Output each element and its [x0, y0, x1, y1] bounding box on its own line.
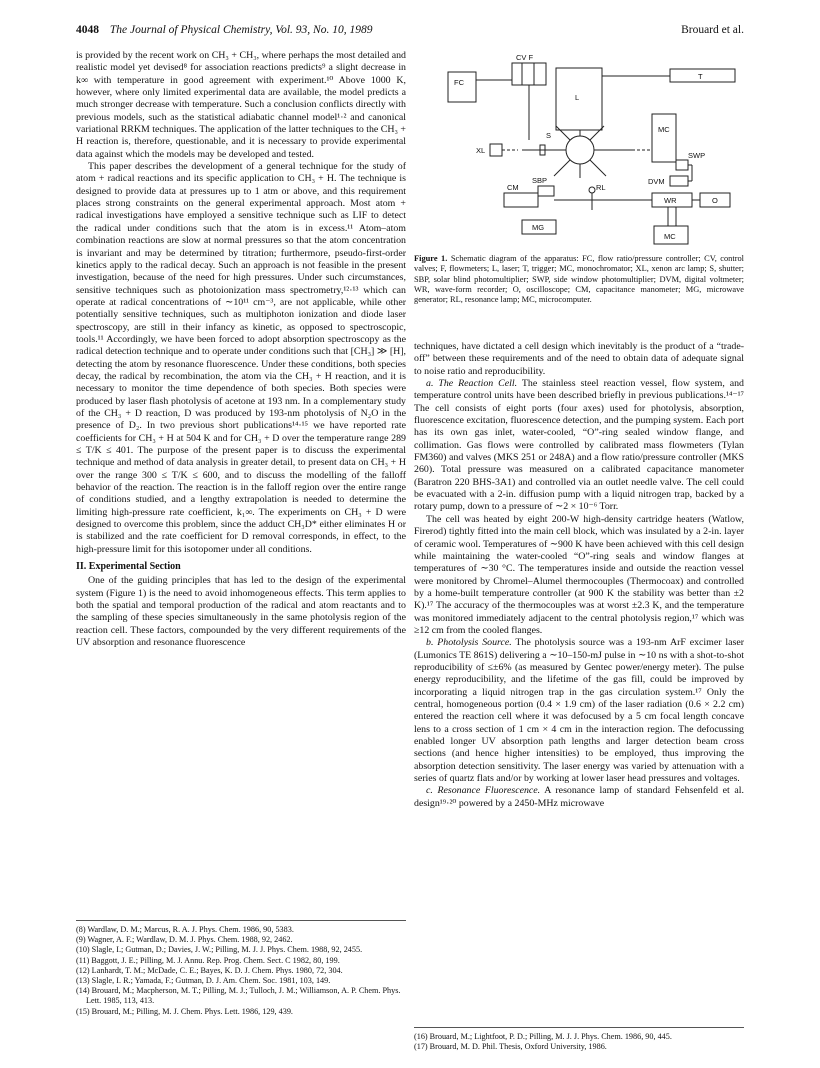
fc-label: FC [454, 78, 464, 87]
cv-f-box [512, 63, 546, 85]
body-paragraph: is provided by the recent work on CH₃ + CH₃, where perhaps the most detailed and realistic model yet devised⁸ for association reactions predicts⁹ a slight decrease in k∞ with temperature in good agreement with experiment.¹⁰ Above 1000 K, however, where only limited experimental data are available, the model predicts a much stronger decrease with temperature. Such a conclusion conflicts directly with previous models, such as the statistical adiabatic channel model¹·² and canonical variational RRKM techniques. The application of the latter techniques to the CH₃ + H reaction is, therefore, questionable, and it is necessary to provide experimental data against which the models may be developed and tested. [76, 50, 406, 160]
subsection-a-title: a. The Reaction Cell. [426, 378, 518, 390]
fc-box [448, 72, 476, 102]
laser-label: L [575, 93, 580, 102]
footnote: (17) Brouard, M. D. Phil. Thesis, Oxford University, 1986. [414, 1042, 607, 1052]
monochromator-label: MC [658, 125, 670, 134]
footnote: (13) Slagle, I. R.; Yamada, F.; Gutman, D. J. Am. Chem. Soc. 1981, 103, 149. [76, 976, 331, 986]
subsection-c-title: c. Resonance Fluorescence. [426, 785, 541, 797]
footnote: (16) Brouard, M.; Lightfoot, P. D.; Pilling, M. J. J. Phys. Chem. 1986, 90, 445. [414, 1032, 672, 1041]
footnote: (8) Wardlaw, D. M.; Marcus, R. A. J. Phys. Chem. 1986, 90, 5383. [76, 925, 294, 934]
cm-box [504, 193, 538, 207]
running-head: Brouard et al. [681, 24, 744, 36]
wr-label: WR [664, 196, 677, 205]
dvm-box [670, 176, 688, 186]
journal-title: The Journal of Physical Chemistry, Vol. 93, No. 10, 1989 [109, 24, 373, 36]
right-column [414, 341, 744, 810]
mc-bottom-label: MC [664, 232, 676, 241]
shutter-label: S [546, 131, 552, 140]
swp-label: SWP [688, 151, 706, 160]
figure-caption-text: Schematic diagram of the apparatus: FC, flow ratio/pressure controller; CV, control valves; F, flowmeters; L, laser; T, trigger; MC, monochromator; XL, xenon arc lamp; S, shutter; SBP, solar blind photomultiplier; SWP, side window photomultiplier; DVM, digital voltmeter; WR, wave-form recorder; O, oscilloscope; CM, capacitance manometer; MG, microwave generator; RL, resonance lamp; MC, microcomputer. [414, 254, 745, 305]
section-heading: II. Experimental Section [76, 561, 181, 573]
page-number: 4048 [76, 24, 99, 36]
mg-label: MG [532, 223, 545, 232]
left-column [76, 50, 406, 650]
o-label: O [712, 196, 718, 205]
subsection-c-text: A resonance lamp of standard Fehsenfeld et al. design¹⁹·²⁰ powered by a 2450-MHz microwave [414, 785, 744, 809]
apparatus-diagram [444, 50, 744, 250]
footnote: (14) Brouard, M.; Macpherson, M. T.; Pilling, M. J.; Tulloch, J. M.; Williamson, A. P. Chem. Phys. Lett. 1985, 113, 413. [76, 986, 401, 1006]
dvm-label: DVM [648, 177, 665, 186]
swp-box [676, 160, 688, 170]
footnote: (10) Slagle, I.; Gutman, D.; Davies, J. W.; Pilling, M. J. J. Phys. Chem. 1988, 92, 2455. [76, 945, 363, 955]
subsection-b-text: The photolysis source was a 193-nm ArF excimer laser (Lumonics TE 861S) delivering a ∼10–150-mJ pulse in ∼10 ns with a shot-to-shot reproducibility of ≤±6% (as measured by Gentec power/energy meter). The pulse energy reproducibility, and the lifetime of the gas fill, could be improved by incorporating a liquid nitrogen trap in the gas circulation system.¹⁷ Only the central, homogeneous portion (0.4 × 1.9 cm) of the laser radiation (0.6 × 2.2 cm) entered the reaction cell where it was defocused by a 5 cm focal length concave lens to a cross section of 1 cm × 4 cm in the interaction region. The defocussing enabled longer UV absorption path lengths and larger detection beam cross sections (and hence higher intensities) to be employed, thus improving the absorption detection sensitivity. The laser energy was varied by attenuation with a series of quartz flats and/or by working at lower laser head pressures and voltages. [414, 637, 745, 785]
figure-caption [414, 254, 744, 305]
subsection-a-text: The stainless steel reaction vessel, flow system, and temperature control units have been described briefly in previous publications.¹⁴⁻¹⁷ The cell consists of eight ports (four axes) used for photolysis, absorption, fluorescence excitation, fluorescence detection, and the pumping system. Each port has its own gas inlet, water-cooled, “O”-ring sealed window flange, and collimation. Gas flows were controlled by calibrated mass flowmeters (Tylan FM360) and valves (MKS 251 or 248A) and a flow ratio/pressure controller (MKS 260). Total pressure was measured on a calibrated capacitance manometer (Baratron 220 BHS-3A1) and controlled via an outlet needle valve. The cell could be evacuated with a 2-in. diffusion pump with a liquid nitrogen trap, backed by a rotary pump, down to a pressure of ∼2 × 10⁻⁶ Torr. [414, 378, 744, 513]
xenon-lamp-label: XL [476, 146, 486, 155]
subsection-b-title: b. Photolysis Source. [426, 637, 512, 649]
subsection-b [414, 637, 744, 785]
monochromator-box [652, 114, 676, 162]
trigger-label: T [698, 72, 703, 81]
footnotes-left [76, 920, 406, 1017]
subsection-a [414, 378, 744, 514]
footnote: (9) Wagner, A. F.; Wardlaw, D. M. J. Phys. Chem. 1988, 92, 2462. [76, 935, 293, 945]
rl-label: RL [596, 183, 606, 192]
page-header [76, 24, 744, 42]
cv-f-label: CV F [516, 53, 534, 62]
body-paragraph: This paper describes the development of a general technique for the study of atom + radical reactions and its specific application to CH₃ + H. The technique is designed to provide data at pressures up to 1 atm or above, and this requirement places strong constraints on the general experimental approach. Most atom + radical investigations have employed a sensitive technique such as LIF to detect the radical under conditions such that the atom is in excess.¹¹ Atom–atom combination reactions are slow at normal pressures so that the atom concentration is invariant and may be determined by titration; furthermore, pseudo-first-order kinetics apply to the radical decay. Such an approach is not feasible in the present investigation, because of the need for high pressures. Under such circumstances, sensitive techniques such as photoionization mass spectrometry,¹²·¹³ which can operate at radical concentrations of ∼10¹¹ cm⁻³, are not applicable, while other potentially sensitive techniques, such as multiphoton ionization and diode laser spectroscopy, are still in their infancy as kinetic, as opposed to spectroscopic, tools.¹¹ Accordingly, we have been forced to adopt absorption spectroscopy as the radical detection technique and to operate under conditions such that [CH₃] ≫ [H], detecting the atom by resonance fluorescence. Under these conditions, both species decay, the radical by recombination, the atom via the CH₃ + H reaction, and it is necessary to monitor the time dependence of both species. Both species were produced by laser flash photolysis of acetone at 193 nm. In a complementary study of the CH₃ + D reaction, D was produced by 193-nm photolysis of N₂O in the presence of D₂. In two previous short publications¹⁴·¹⁵ we have reported rate coefficients for CH₃ + H at 504 K and for CH₃ + D over the temperature range 289 ≤ T/K ≤ 401. The purpose of the present paper is to discuss the experimental technique and method of data analysis in greater detail, to present data on CH₃ + H over the range 300 ≤ T/K ≤ 600, and to discuss the modelling of the falloff behavior of the reaction. The reaction is in the falloff region over the entire range of conditions studied, and a lengthy extrapolation is needed to determine the limiting high-pressure rate coefficient, k₁∞. The experiments on CH₃ + D were designed to overcome this problem, since the adduct CH₃D* either eliminates H or is stabilized and the rate coefficient for D removal corresponds, in effect, to the high-pressure limit for this isotopomer under all conditions. [76, 161, 406, 555]
body-paragraph: The cell was heated by eight 200-W high-density cartridge heaters (Watlow, Firerod) tightly fitted into the main cell block, which was insulated by a 2-in. layer of ceramic wool. Temperatures of ∼900 K have been achieved with this cell design while maintaining the water-cooled “O”-ring seals and window flanges at temperatures of ∼30 °C. The temperatures inside and outside the reaction vessel were monitored by Chromel–Alumel thermocouples (Thermocoax) and controlled by a home-built temperature controller (at 900 K the stability was better than ±2 K).¹⁷ The accuracy of the thermocouples was at worst ±2.3 K, and the temperature was monitored immediately adjacent to the central photolysis region,¹⁷ which was ≥12 cm from the cooled flanges. [414, 513, 744, 636]
reaction-cell [566, 136, 594, 164]
cm-label: CM [507, 183, 519, 192]
figure-caption-label: Figure 1. [414, 254, 448, 263]
footnotes-right [414, 1027, 744, 1052]
footnote: (12) Lanhardt, T. M.; McDade, C. E.; Bayes, K. D. J. Chem. Phys. 1980, 72, 304. [76, 965, 343, 975]
resonance-lamp [589, 187, 595, 193]
footnote: (15) Brouard, M.; Pilling, M. J. Chem. Phys. Lett. 1986, 129, 439. [76, 1006, 293, 1016]
body-paragraph: techniques, have dictated a cell design which inevitably is the product of a “trade-off” between these requirements and of the need to obtain data of adequate signal to noise ratio and reproducibility. [414, 341, 744, 377]
subsection-c [414, 785, 744, 810]
sbp-box [538, 186, 554, 196]
xenon-lamp [490, 144, 502, 156]
sbp-label: SBP [532, 176, 548, 185]
body-paragraph: One of the guiding principles that has led to the design of the experimental system (Figure 1) is the need to avoid inhomogeneous effects. This term applies to both the spatial and temporal production of the radical and atom reactants and to the sampling of these species simultaneously in the same photolysis region of the reaction cell. These factors, compounded by the very different requirements of the UV absorption and resonance fluorescence [76, 575, 406, 649]
footnote: (11) Baggott, J. E.; Pilling, M. J. Annu. Rep. Prog. Chem. Sect. C 1982, 80, 199. [76, 955, 340, 965]
